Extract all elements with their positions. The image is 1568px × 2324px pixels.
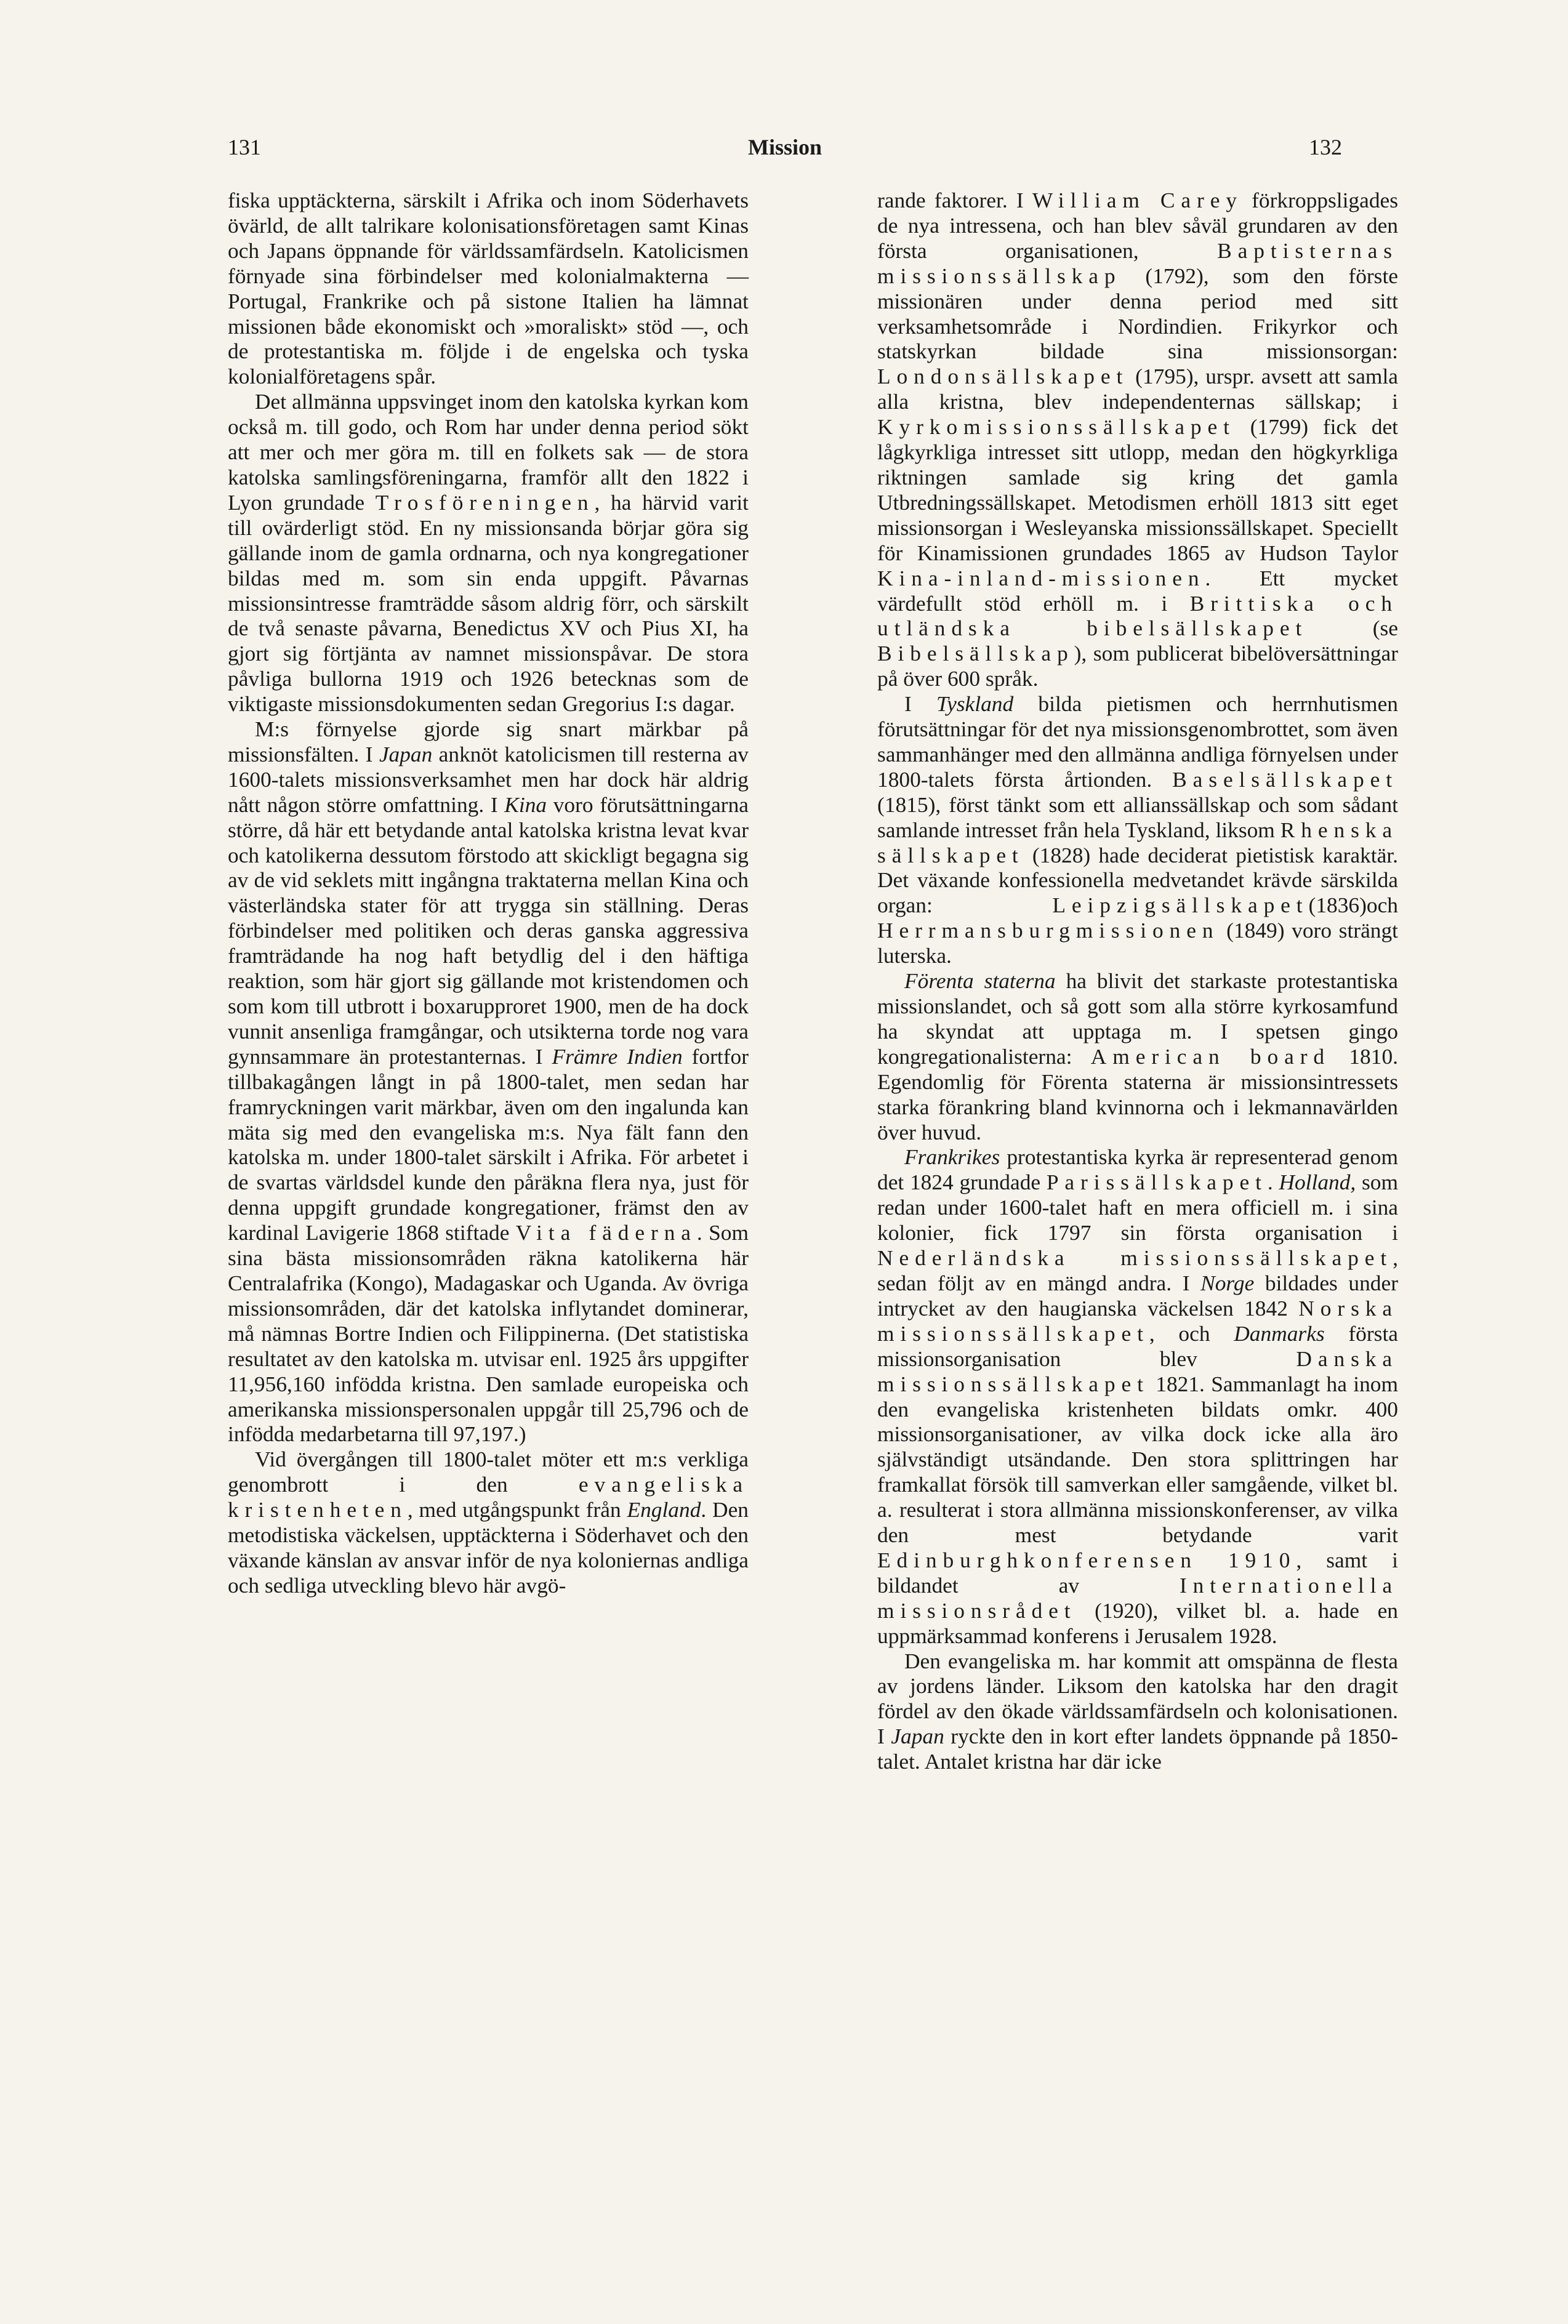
paragraph: Förenta staterna ha blivit det starkaste protestantiska missionslandet, och så gott som alla större kyrkosamfund ha skyndat att upptaga m. I spetsen gingo kongregationalisterna: American board 1810. Egendomlig för Förenta staterna är missionsintressets starka förankring bland kvinnorna och i lekmannavärlden över huvud. [877, 968, 1398, 1144]
spaced-term: Norska missionssällskapet [877, 1295, 1398, 1346]
spaced-term: William Carey [1032, 188, 1243, 212]
spaced-term: Kyrkomissionssällskapet [877, 414, 1236, 440]
spaced-term: Internationella missionsrådet [877, 1572, 1398, 1623]
italic-term: Japan [379, 741, 433, 766]
italic-term: Norge [1200, 1270, 1255, 1295]
page-header [228, 134, 1342, 171]
italic-term: Frankrikes [904, 1144, 1000, 1170]
spaced-term: American board [1090, 1043, 1331, 1069]
italic-term: Förenta staterna [904, 968, 1056, 994]
italic-term: Främre Indien [552, 1043, 683, 1069]
paragraph: I Tyskland bilda pietismen och herrnhutismen förutsättningar för det nya missionsgenombrottet, som även sammanhänger med den allmänna andliga förnyelsen under 1800-talets första årtionden. Baselsällskapet (1815), först tänkt som ett allianssällskap och som sådant samlande intresset från hela Tyskland, liksom Rhenska sällskapet (1828) hade deciderat pietistisk karaktär. Det växande konfessionella medvetandet krävde särskilda organ: Leipzigsällskapet(1836)och Herrmansburgmissionen (1849) voro strängt luterska. [877, 691, 1398, 968]
running-head-title: Mission [747, 135, 822, 159]
italic-term: England [627, 1497, 701, 1522]
page-number-left: 131 [228, 135, 261, 159]
paragraph: Det allmänna uppsvinget inom den katolska kyrkan kom också m. till godo, och Rom har under denna period sökt att mer och mer göra m. till en folkets sak — de stora katolska samlingsföreningarna, framför allt den 1822 i Lyon grundade Trosföreningen, ha härvid varit till ovärderligt stöd. En ny missionsanda börjar göra sig gällande inom de gamla ordnarna, och nya kongregationer bildas med m. som sin enda uppgift. Påvarnas missionsintresse framträdde såsom aldrig förr, och särskilt de två senaste påvarna, Benedictus XV och Pius XI, ha gjort sig förtjänta av namnet missionspåvar. De stora påvliga bullorna 1919 och 1926 betecknas som de viktigaste missionsdokumenten sedan Gregorius I:s dagar. [228, 389, 749, 717]
page-number-right: 132 [1309, 135, 1342, 159]
spaced-term: Bibelsällskap [877, 641, 1074, 666]
italic-term: Japan [891, 1724, 944, 1749]
spaced-term: Rhenska sällskapet [877, 817, 1398, 867]
spaced-term: Brittiska och utländska bibelsällskapet [877, 590, 1398, 641]
spaced-term: Trosföreningen [375, 489, 595, 515]
spaced-term: Baptisternas missionssällskap [877, 238, 1398, 288]
spaced-term: Herrmansburgmissionen [877, 918, 1220, 943]
spaced-term: Vita fäderna [515, 1220, 697, 1245]
paragraph: M:s förnyelse gjorde sig snart märkbar på missionsfälten. I Japan anknöt katolicismen till resterna av 1600-talets missionsverksamhet men har dock här aldrig nått någon större omfattning. I Kina voro förutsättningarna större, då här ett betydande antal katolska kristna levat kvar och katolikerna dessutom förstodo att skickligt begagna sig av de vid seklets mitt ingångna traktaterna mellan Kina och västerländska stater för att trygga sin ställning. Deras förbindelser med politiken och deras ganska aggressiva framträdande ha nog haft betydlig del i den häftiga reaktion, som här gjort sig gällande mot kristendomen och som kom till utbrott i boxarupproret 1900, men de ha dock vunnit ansenliga framgångar, och utsikterna torde nog vara gynnsammare än protestanternas. I Främre Indien fortfor tillbakagången långt in på 1800-talet, men sedan har framryckningen varit märkbar, även om den ingalunda kan mäta sig med den evangeliska m:s. Nya fält fann den katolska m. under 1800-talet särskilt i Afrika. För arbetet i de svartas världsdel kunde den påräkna flera nya, just för denna uppgift grundade kongregationer, främst den av kardinal Lavigerie 1868 stiftade Vita fäderna. Som sina bästa missionsområden räkna katolikerna här Centralafrika (Kongo), Madagaskar och Uganda. Av övriga missionsområden, där det katolska inflytandet dominerar, må nämnas Bortre Indien och Filippinerna. (Det statistiska resultatet av den katolska m. utvisar enl. 1925 års uppgifter 11,956,160 infödda kristna. Den samlade europeiska och amerikanska missionspersonalen uppgår till 25,796 och de infödda medarbetarna till 97,197.) [228, 717, 749, 1447]
italic-term: Kina [504, 792, 547, 817]
italic-term: Holland, [1279, 1170, 1356, 1195]
paragraph: Den evangeliska m. har kommit att omspänna de flesta av jordens länder. Liksom den katolska har den dragit fördel av den ökade världssamfärdseln och kolonisationen. I Japan ryckte den in kort efter landets öppnande på 1850-talet. Antalet kristna har där icke [877, 1648, 1399, 1774]
spaced-term: Baselsällskapet [1172, 766, 1398, 792]
italic-term: Danmarks [1234, 1321, 1325, 1346]
italic-term: Tyskland [936, 691, 1014, 717]
paragraph: Frankrikes protestantiska kyrka är representerad genom det 1824 grundade Parissällskapet. Holland, som redan under 1600-talet haft en mera officiell m. i sina kolonier, fick 1797 sin första organisation i Nederländska missionssällskapet, sedan följt av en mängd andra. I Norge bildades under intrycket av den haugianska väckelsen 1842 Norska missionssällskapet, och Danmarks första missionsorganisation blev Danska missionssällskapet 1821. Sammanlagt ha inom den evangeliska kristenheten bildats omkr. 400 missionsorganisationer, av vilka dock icke alla äro självständigt utsändande. Den stora splittringen har framkallat försök till samverkan eller samgående, vilket bl. a. resulterat i stora allmänna missionskonferenser, av vilka den mest betydande varit Edinburghkonferensen 1910, samt i bildandet av Internationella missionsrådet (1920), vilket bl. a. hade en uppmärksammad konferens i Jerusalem 1928. [877, 1144, 1398, 1648]
spaced-term: Londonsällskapet [877, 364, 1129, 389]
spaced-term: Leipzigsällskapet [1052, 893, 1309, 918]
spaced-term: Nederländska missionssällskapet [877, 1245, 1393, 1271]
spaced-term: Kina-inland-missionen [877, 565, 1205, 590]
right-column [877, 188, 1398, 1774]
spaced-term: Parissällskapet [1046, 1170, 1268, 1195]
left-column [228, 188, 749, 1598]
spaced-term: Edinburghkonferensen 1910 [877, 1547, 1297, 1572]
paragraph: fiska upptäckterna, särskilt i Afrika och inom Söderhavets övärld, de allt talrikare kolonisationsföretagen samt Kinas och Japans öppnande för världssamfärdseln. Katolicismen förnyade sina förbindelser med kolonialmakterna — Portugal, Frankrike och på sistone Italien ha lämnat missionen både ekonomiskt och »moraliskt» stöd —, och de protestantiska m. följde i de engelska och tyska kolonialföretagens spår. [228, 188, 749, 389]
paragraph: rande faktorer. I William Carey förkroppsligades de nya intressena, och han blev såväl grundaren av den första organisationen, Baptisternas missionssällskap (1792), som den förste missionären under denna period med sitt verksamhetsområde i Nordindien. Frikyrkor och statskyrkan bildade sina missionsorgan: Londonsällskapet (1795), urspr. avsett att samla alla kristna, blev independenternas sällskap; i Kyrkomissionssällskapet (1799) fick det lågkyrkliga intresset sitt utlopp, medan den högkyrkliga riktningen samlade sig kring det gamla Utbredningssällskapet. Metodismen erhöll 1813 sitt eget missionsorgan i Wesleyanska missionssällskapet. Speciellt för Kinamissionen grundades 1865 av Hudson Taylor Kina-inland-missionen. Ett mycket värdefullt stöd erhöll m. i Brittiska och utländska bibelsällskapet (se Bibelsällskap), som publicerat bibelöversättningar på över 600 språk. [877, 188, 1398, 691]
paragraph: Vid övergången till 1800-talet möter ett m:s verkliga genombrott i den evangeliska kristenheten, med utgångspunkt från England. Den metodistiska väckelsen, upptäckterna i Söderhavet och den växande känslan av ansvar inför de nya koloniernas andliga och sedliga utveckling blevo här avgö- [228, 1447, 749, 1598]
spaced-term: evangeliska kristenheten [228, 1472, 749, 1522]
spaced-term: Danska missionssällskapet [877, 1346, 1398, 1396]
